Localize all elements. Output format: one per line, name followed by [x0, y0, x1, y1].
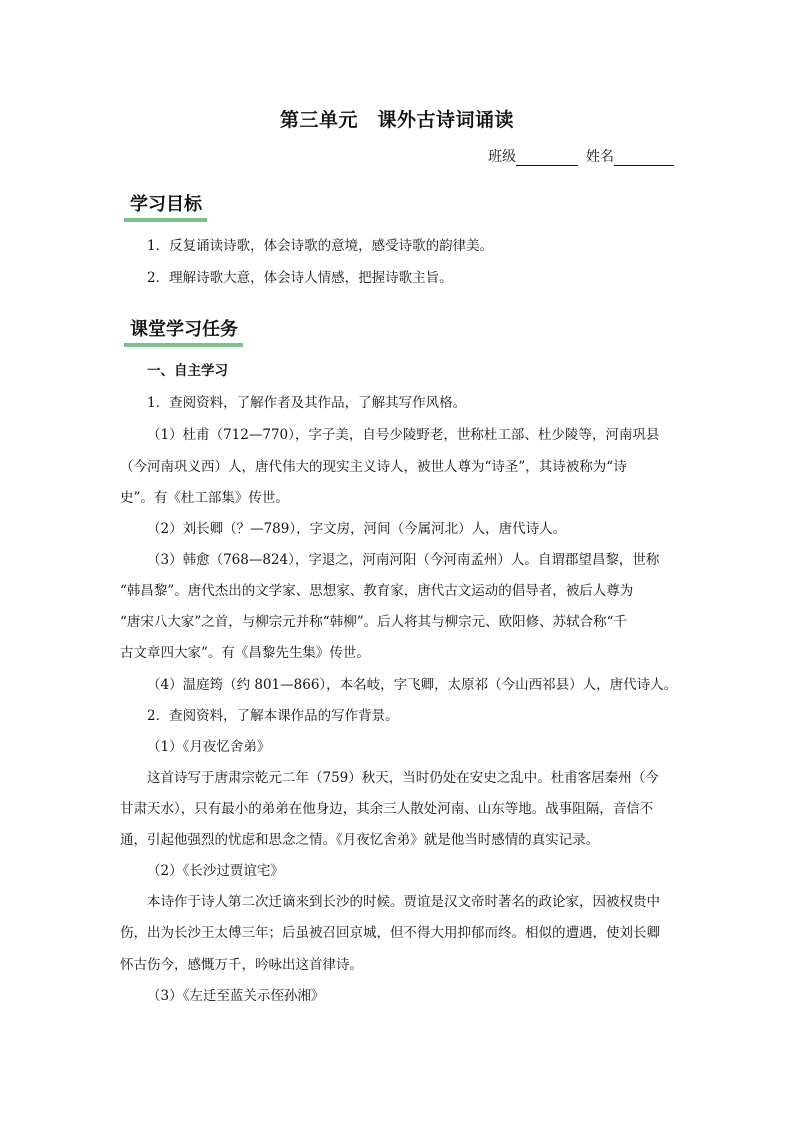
body-line: 甘肃天水），只有最小的弟弟在他身边，其余三人散处河南、山东等地。战事阻隔，音信不 — [120, 801, 654, 817]
page-title: 第三单元 课外古诗词诵读 — [279, 109, 514, 131]
body-line: （今河南巩义西）人，唐代伟大的现实主义诗人，被世人尊为“诗圣”，其诗被称为“诗 — [120, 459, 627, 475]
body-line: （2）刘长卿（？—789），字文房，河间（今属河北）人，唐代诗人。 — [147, 521, 567, 537]
body-line: （3）《左迁至蓝关示侄孙湘》 — [147, 988, 325, 1004]
body-line: （1）《月夜忆舍弟》 — [147, 739, 271, 755]
body-line: （2）《长沙过贾谊宅》 — [147, 863, 284, 879]
body-line: 通，引起他强烈的忧虑和思念之情。《月夜忆舍弟》就是他当时感情的真实记录。 — [120, 832, 600, 848]
body-line: （4）温庭筠（约 801—866），本名岐，字飞卿，太原祁（今山西祁县）人，唐代诗人。 — [147, 677, 678, 693]
subheading-self-study: 一、自主学习 — [147, 363, 228, 379]
body-line: （1）杜甫（712—770），字子美，自号少陵野老，世称杜工部、杜少陵等，河南巩县 — [147, 427, 660, 443]
class-name-line — [488, 146, 674, 166]
body-line: （3）韩愈（768—824），字退之，河南河阳（今河南孟州）人。自谓郡望昌黎，世称 — [147, 552, 660, 568]
body-line: 本诗作于诗人第二次迁谪来到长沙的时候。贾谊是汉文帝时著名的政论家，因被权贵中 — [147, 894, 660, 910]
body-line: 古文章四大家”。有《昌黎先生集》传世。 — [120, 645, 370, 661]
body-line: 伤，出为长沙王太傅三年；后虽被召回京城，但不得大用抑郁而终。相似的遭遇，使刘长卿 — [120, 925, 660, 941]
name-blank — [614, 151, 674, 166]
body-line: “韩昌黎”。唐代杰出的文学家、思想家、教育家，唐代古文运动的倡导者，被后人尊为 — [120, 583, 634, 599]
body-line: 怀古伤今，感慨万千，吟咏出这首律诗。 — [120, 957, 363, 973]
body-line: “唐宋八大家”之首，与柳宗元并称“韩柳”。后人将其与柳宗元、欧阳修、苏轼合称“千 — [120, 614, 628, 630]
body-line: 2．查阅资料，了解本课作品的写作背景。 — [147, 708, 399, 724]
body-line: 1．查阅资料，了解作者及其作品，了解其写作风格。 — [147, 395, 467, 411]
class-label: 班级 — [488, 149, 516, 165]
body-line: 史”。有《杜工部集》传世。 — [120, 490, 289, 506]
section-heading-tasks: 课堂学习任务 — [124, 319, 243, 347]
class-blank — [516, 151, 578, 166]
name-label: 姓名 — [586, 149, 614, 165]
section-heading-objectives: 学习目标 — [124, 194, 207, 222]
body-line: 这首诗写于唐肃宗乾元二年（759）秋天，当时仍处在安史之乱中。杜甫客居秦州（今 — [147, 770, 659, 786]
objective-item: 1．反复诵读诗歌，体会诗歌的意境，感受诗歌的韵律美。 — [147, 238, 494, 254]
objective-item: 2．理解诗歌大意，体会诗人情感，把握诗歌主旨。 — [147, 270, 453, 286]
